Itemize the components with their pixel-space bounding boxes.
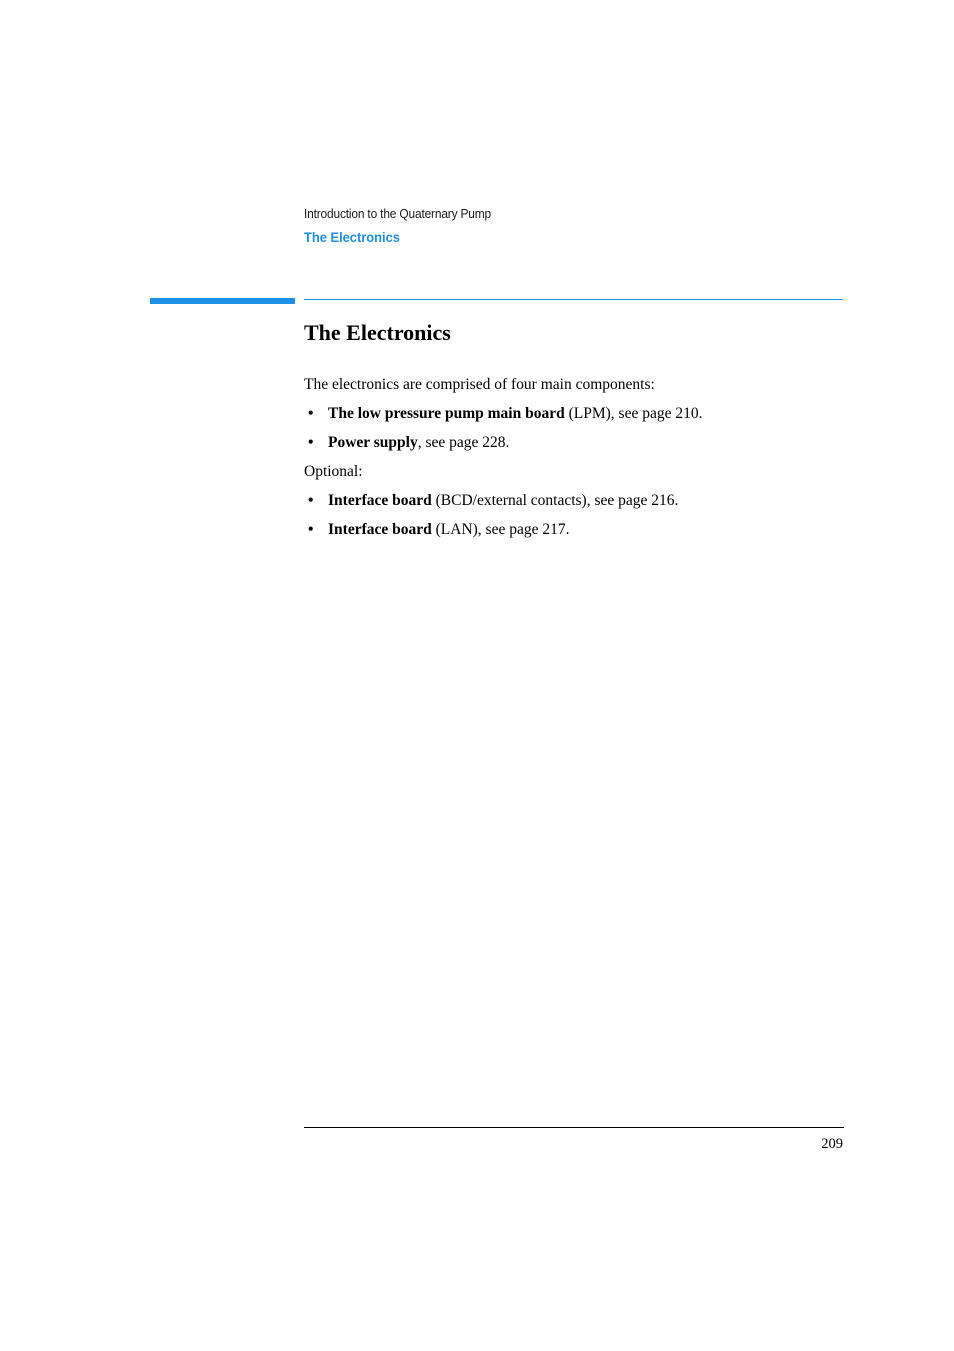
item-description: (BCD/external contacts), see page 216. [431,492,679,509]
item-description: (LAN), see page 217. [431,521,570,538]
item-term: Interface board [328,492,432,509]
list-item [304,490,844,512]
header-chapter-title: Introduction to the Quaternary Pump [304,206,492,221]
item-description: (LPM), see page 210. [564,405,703,422]
item-term: Interface board [328,521,432,538]
item-term: The low pressure pump main board [328,405,565,422]
bullet-icon: • [308,521,314,538]
intro-paragraph: The electronics are comprised of four main components: [304,376,655,393]
running-header [304,205,844,247]
section-accent-bar [150,298,295,304]
page-number: 209 [821,1136,843,1152]
page-title: The Electronics [304,320,451,345]
bullet-icon: • [308,434,314,451]
section-top-rule [304,299,843,300]
main-components-list [304,403,844,454]
list-item [304,519,844,541]
item-term: Power supply [328,434,418,451]
item-description: , see page 228. [417,434,510,451]
header-section-title: The Electronics [304,229,400,245]
bullet-icon: • [308,492,314,509]
list-item [304,403,844,425]
optional-label: Optional: [304,463,363,480]
bullet-icon: • [308,405,314,422]
list-item [304,432,844,454]
footer-rule [304,1127,844,1128]
body-content [304,374,844,548]
optional-components-list [304,490,844,541]
